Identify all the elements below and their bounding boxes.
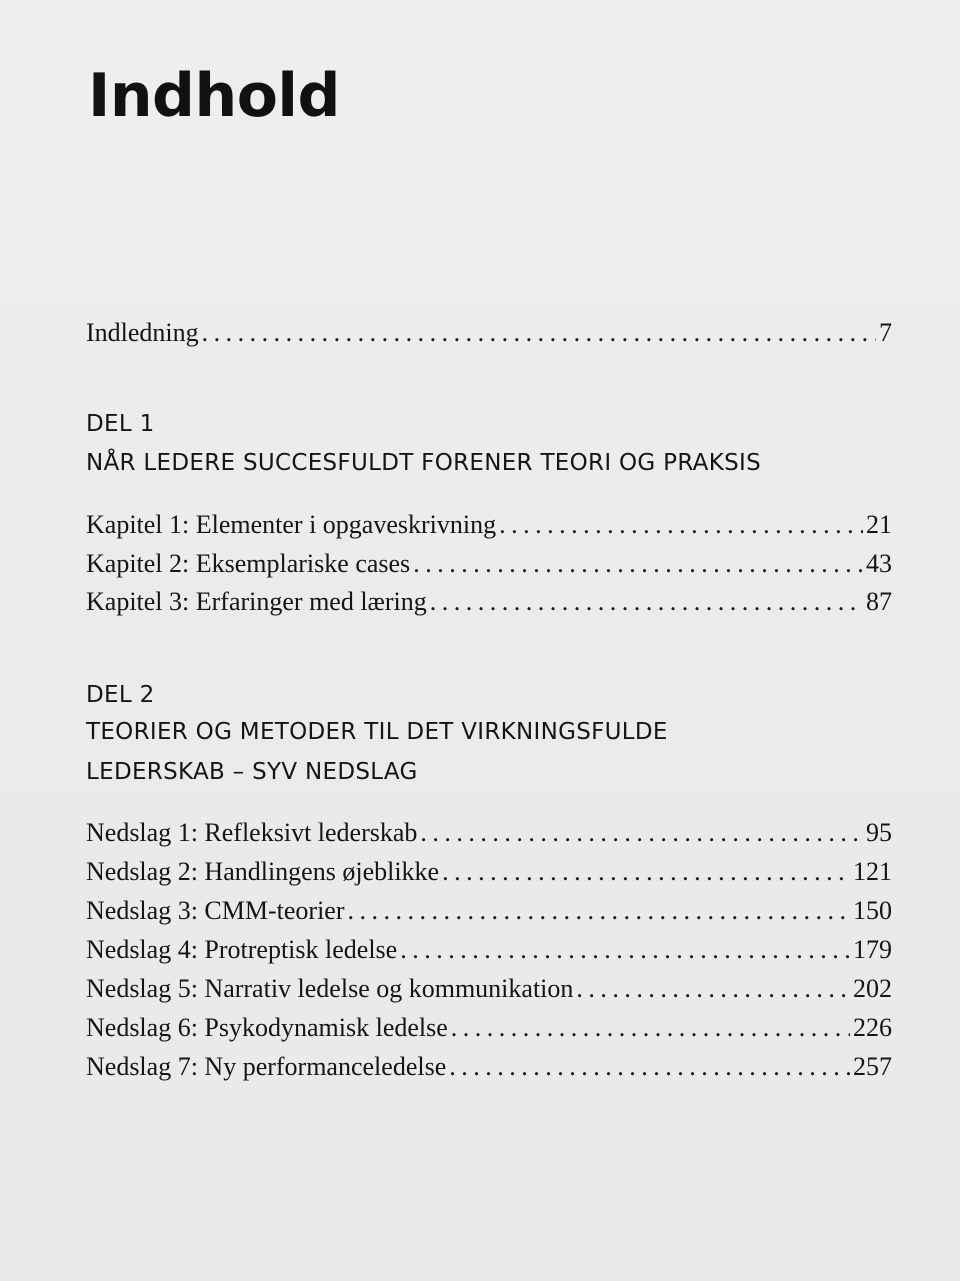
toc-entry-page: 7: [879, 318, 892, 347]
dot-leader: [451, 1013, 850, 1043]
toc-entry-label: Nedslag 5: Narrativ ledelse og kommunikation: [86, 974, 574, 1003]
toc-entry-page: 95: [866, 818, 892, 847]
toc-entry-label: Nedslag 7: Ny performanceledelse: [86, 1052, 447, 1081]
toc-entry-kapitel-2[interactable]: [86, 549, 892, 585]
toc-entry-page: 21: [866, 510, 892, 539]
toc-entry-label: Kapitel 2: Eksemplariske cases: [86, 549, 411, 578]
part-heading-del1: NÅR LEDERE SUCCESFULDT FORENER TEORI OG PRAKSIS: [86, 450, 761, 476]
toc-entry-kapitel-3[interactable]: [86, 587, 892, 623]
page-title: Indhold: [88, 61, 340, 131]
dot-leader: [430, 587, 863, 617]
toc-entry-nedslag-1[interactable]: [86, 818, 892, 854]
part-label-del1: DEL 1: [86, 411, 155, 437]
toc-entry-page: 226: [853, 1013, 892, 1042]
dot-leader: [420, 818, 863, 848]
dot-leader: [413, 549, 863, 579]
toc-entry-nedslag-4[interactable]: [86, 935, 892, 971]
toc-entry-label: Nedslag 4: Protreptisk ledelse: [86, 935, 398, 964]
toc-entry-label: Indledning: [86, 318, 199, 347]
toc-entry-label: Nedslag 2: Handlingens øjeblikke: [86, 857, 440, 886]
dot-leader: [576, 974, 850, 1004]
part-heading-del2-line1: TEORIER OG METODER TIL DET VIRKNINGSFULDE: [86, 719, 668, 745]
toc-entry-label: Nedslag 3: CMM-teorier: [86, 896, 345, 925]
dot-leader: [449, 1052, 850, 1082]
toc-entry-kapitel-1[interactable]: [86, 510, 892, 546]
toc-entry-page: 202: [853, 974, 892, 1003]
toc-entry-nedslag-7[interactable]: [86, 1052, 892, 1088]
part-heading-del2-line2: LEDERSKAB – SYV NEDSLAG: [86, 759, 418, 785]
toc-entry-nedslag-5[interactable]: [86, 974, 892, 1010]
toc-entry-page: 150: [853, 896, 892, 925]
toc-entry-label: Nedslag 6: Psykodynamisk ledelse: [86, 1013, 448, 1042]
toc-entry-page: 43: [866, 549, 892, 578]
toc-entry-page: 179: [853, 935, 892, 964]
dot-leader: [499, 510, 863, 540]
toc-entry-nedslag-6[interactable]: [86, 1013, 892, 1049]
toc-entry-nedslag-2[interactable]: [86, 857, 892, 893]
toc-entry-nedslag-3[interactable]: [86, 896, 892, 932]
part-label-del2: DEL 2: [86, 682, 155, 708]
toc-entry-label: Nedslag 1: Refleksivt lederskab: [86, 818, 418, 847]
toc-entry-indledning[interactable]: [86, 318, 892, 354]
toc-entry-page: 257: [853, 1052, 892, 1081]
toc-entry-page: 87: [866, 587, 892, 616]
toc-entry-page: 121: [853, 857, 892, 886]
dot-leader: [202, 318, 876, 348]
toc-entry-label: Kapitel 1: Elementer i opgaveskrivning: [86, 510, 497, 539]
toc-entry-label: Kapitel 3: Erfaringer med læring: [86, 587, 427, 616]
dot-leader: [400, 935, 850, 965]
dot-leader: [348, 896, 850, 926]
dot-leader: [442, 857, 850, 887]
